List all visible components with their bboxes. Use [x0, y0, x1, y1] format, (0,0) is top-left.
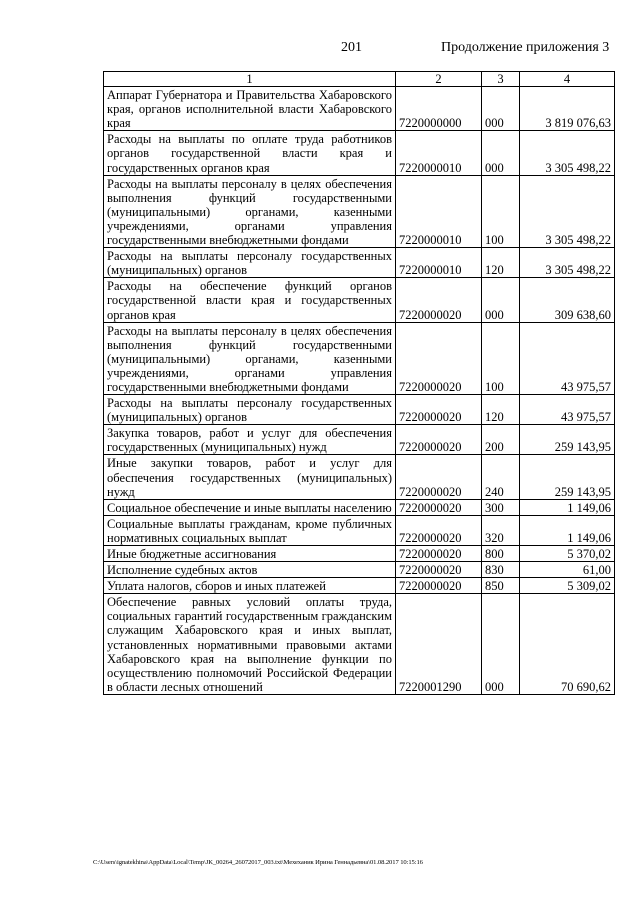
- row-code: 7220000020: [396, 515, 482, 545]
- row-type: 100: [482, 322, 520, 394]
- row-code: 7220000010: [396, 248, 482, 278]
- row-type: 200: [482, 425, 520, 455]
- row-code: 7220000020: [396, 278, 482, 322]
- row-sum: 309 638,60: [520, 278, 615, 322]
- document-file-path: C:\Users\ignatekhina\AppData\Local\Temp\JK_00264_26072017_003.txt\Мехеханик Ирина Геннадьевна\01.08.2017 10:15:16: [93, 859, 423, 866]
- table-row: [104, 562, 615, 578]
- row-sum: 3 305 498,22: [520, 248, 615, 278]
- row-type: 120: [482, 248, 520, 278]
- row-type: 120: [482, 395, 520, 425]
- table-row: [104, 515, 615, 545]
- column-header-2: 2: [396, 72, 482, 87]
- row-type: 240: [482, 455, 520, 499]
- column-header-4: 4: [520, 72, 615, 87]
- table-row: [104, 175, 615, 247]
- row-name: Социальное обеспечение и иные выплаты населению: [104, 499, 396, 515]
- column-header-1: 1: [104, 72, 396, 87]
- row-type: 850: [482, 578, 520, 594]
- table-row: [104, 499, 615, 515]
- row-type: 830: [482, 562, 520, 578]
- table-header-row: [104, 72, 615, 87]
- table-row: [104, 425, 615, 455]
- table-row: [104, 278, 615, 322]
- table-row: [104, 455, 615, 499]
- row-sum: 259 143,95: [520, 425, 615, 455]
- column-header-3: 3: [482, 72, 520, 87]
- row-code: 7220000020: [396, 546, 482, 562]
- table-row: [104, 578, 615, 594]
- row-type: 000: [482, 594, 520, 695]
- row-name: Социальные выплаты гражданам, кроме публичных нормативных социальных выплат: [104, 515, 396, 545]
- table-row: [104, 546, 615, 562]
- row-sum: 43 975,57: [520, 395, 615, 425]
- row-name: Расходы на выплаты персоналу в целях обеспечения выполнения функций государственными (муниципальными) органами, казенными учреждениями, органами управления государственными внебюджетными фондами: [104, 322, 396, 394]
- row-name: Расходы на выплаты персоналу государственных (муниципальных) органов: [104, 248, 396, 278]
- table-row: [104, 131, 615, 175]
- budget-table: [103, 71, 615, 695]
- row-sum: 43 975,57: [520, 322, 615, 394]
- row-type: 100: [482, 175, 520, 247]
- row-code: 7220000020: [396, 562, 482, 578]
- row-name: Обеспечение равных условий оплаты труда, социальных гарантий государственным гражданским служащим Хабаровского края и иных выплат, установленных нормативными правовыми актами Хабаровского края на выполнение функции по осуществлению полномочий Российской Федерации в области лесных отношений: [104, 594, 396, 695]
- table-row: [104, 322, 615, 394]
- table-row: [104, 87, 615, 131]
- row-type: 000: [482, 87, 520, 131]
- row-sum: 3 305 498,22: [520, 175, 615, 247]
- table-row: [104, 395, 615, 425]
- row-code: 7220001290: [396, 594, 482, 695]
- row-sum: 5 370,02: [520, 546, 615, 562]
- row-type: 800: [482, 546, 520, 562]
- row-sum: 259 143,95: [520, 455, 615, 499]
- table-row: [104, 248, 615, 278]
- row-name: Уплата налогов, сборов и иных платежей: [104, 578, 396, 594]
- row-code: 7220000020: [396, 425, 482, 455]
- row-code: 7220000020: [396, 395, 482, 425]
- row-code: 7220000010: [396, 131, 482, 175]
- row-name: Аппарат Губернатора и Правительства Хабаровского края, органов исполнительной власти Хабаровского края: [104, 87, 396, 131]
- row-name: Расходы на обеспечение функций органов государственной власти края и государственных органов края: [104, 278, 396, 322]
- row-name: Закупка товаров, работ и услуг для обеспечения государственных (муниципальных) нужд: [104, 425, 396, 455]
- row-type: 000: [482, 131, 520, 175]
- table-row: [104, 594, 615, 695]
- row-sum: 5 309,02: [520, 578, 615, 594]
- row-name: Расходы на выплаты персоналу в целях обеспечения выполнения функций государственными (муниципальными) органами, казенными учреждениями, органами управления государственными внебюджетными фондами: [104, 175, 396, 247]
- row-sum: 1 149,06: [520, 499, 615, 515]
- row-code: 7220000020: [396, 322, 482, 394]
- row-code: 7220000000: [396, 87, 482, 131]
- appendix-continuation-label: Продолжение приложения 3: [441, 40, 610, 55]
- row-type: 320: [482, 515, 520, 545]
- row-type: 000: [482, 278, 520, 322]
- row-name: Иные бюджетные ассигнования: [104, 546, 396, 562]
- row-type: 300: [482, 499, 520, 515]
- row-name: Иные закупки товаров, работ и услуг для обеспечения государственных (муниципальных) нужд: [104, 455, 396, 499]
- row-sum: 70 690,62: [520, 594, 615, 695]
- row-name: Расходы на выплаты по оплате труда работников органов государственной власти края и государственных органов края: [104, 131, 396, 175]
- row-code: 7220000020: [396, 455, 482, 499]
- page-number: 201: [341, 40, 362, 55]
- row-code: 7220000020: [396, 499, 482, 515]
- row-sum: 61,00: [520, 562, 615, 578]
- row-code: 7220000010: [396, 175, 482, 247]
- row-name: Расходы на выплаты персоналу государственных (муниципальных) органов: [104, 395, 396, 425]
- row-sum: 1 149,06: [520, 515, 615, 545]
- row-name: Исполнение судебных актов: [104, 562, 396, 578]
- row-sum: 3 305 498,22: [520, 131, 615, 175]
- row-sum: 3 819 076,63: [520, 87, 615, 131]
- row-code: 7220000020: [396, 578, 482, 594]
